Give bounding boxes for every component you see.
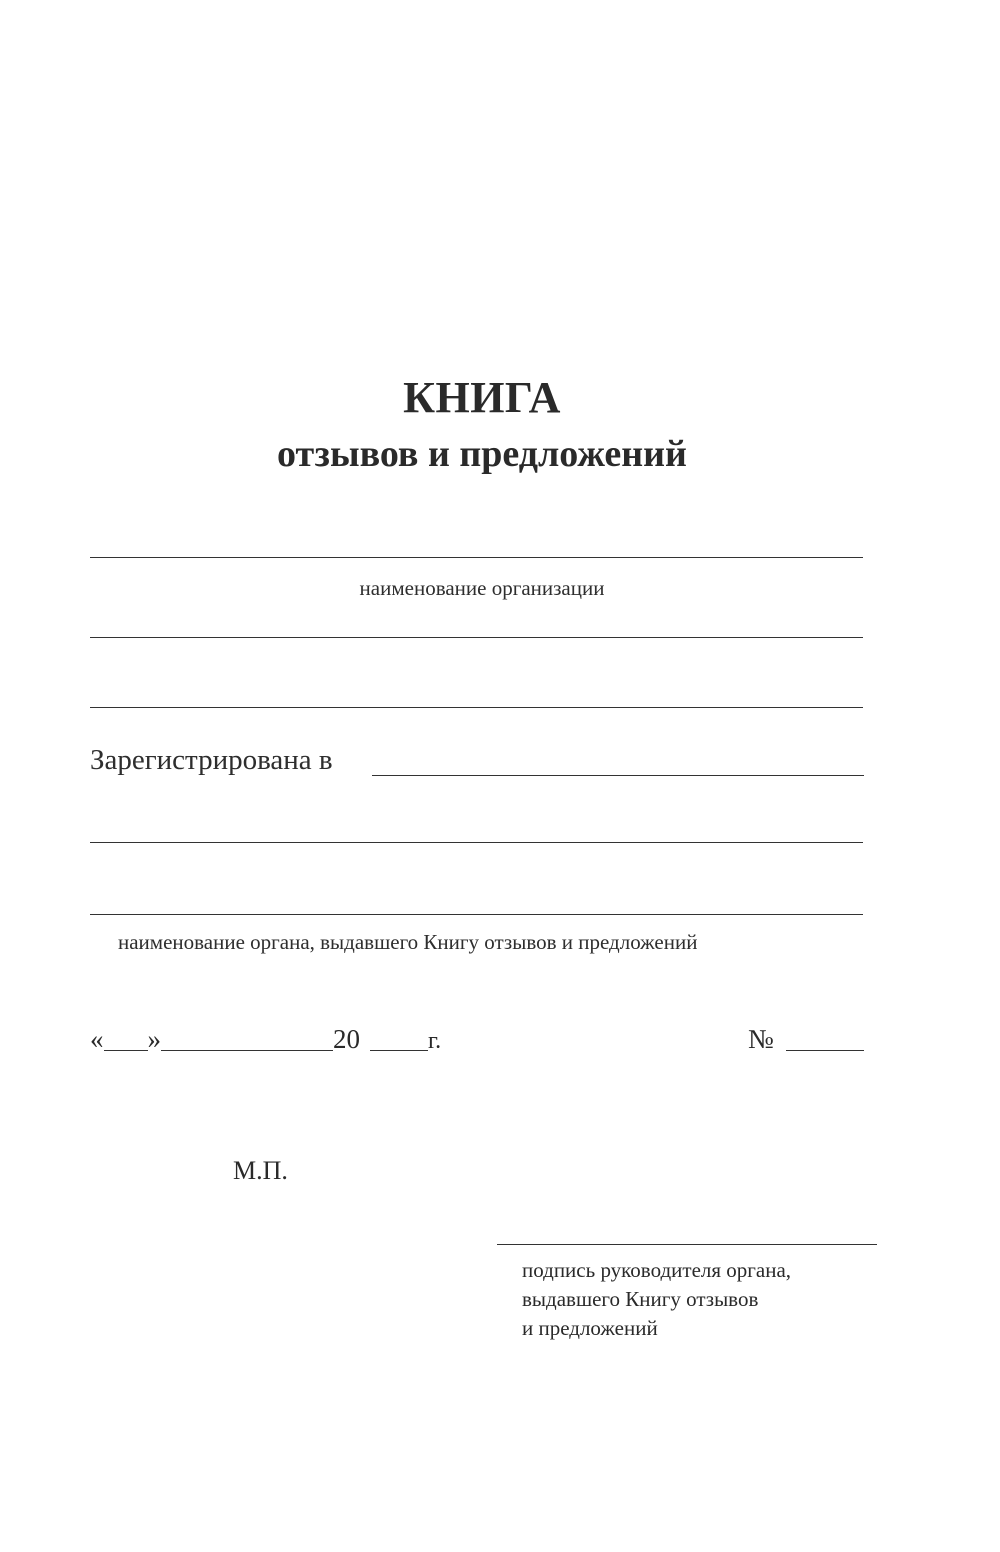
day-blank <box>104 1024 148 1051</box>
year-blank <box>370 1024 428 1051</box>
quote-close: » <box>147 1024 161 1054</box>
org-caption: наименование организации <box>359 576 605 600</box>
signature-caption-line2: выдавшего Книгу отзывов <box>522 1287 759 1311</box>
blank-line-1 <box>90 637 863 638</box>
signature-caption-line3: и предложений <box>522 1316 658 1340</box>
quote-open: « <box>90 1024 104 1054</box>
number-row <box>748 1024 864 1055</box>
stamp-place-label: М.П. <box>233 1156 288 1185</box>
month-blank <box>161 1024 333 1051</box>
org-name-line <box>90 557 863 558</box>
number-blank <box>786 1024 864 1051</box>
registered-label: Зарегистрирована в <box>90 744 333 776</box>
issuer-name-line <box>90 914 863 915</box>
number-sign: № <box>748 1024 774 1054</box>
date-row <box>90 1024 441 1055</box>
blank-line-2 <box>90 707 863 708</box>
signature-caption <box>522 1256 791 1343</box>
issuer-caption: наименование органа, выдавшего Книгу отзывов и предложений <box>118 930 698 954</box>
signature-line <box>497 1244 877 1245</box>
signature-caption-line1: подпись руководителя органа, <box>522 1258 792 1282</box>
blank-line-3 <box>90 842 863 843</box>
document-subtitle: отзывов и предложений <box>277 433 687 475</box>
registered-in-line <box>372 775 864 776</box>
year-prefix: 20 <box>333 1024 360 1054</box>
year-suffix: г. <box>428 1028 442 1054</box>
document-title: КНИГА <box>403 373 561 422</box>
